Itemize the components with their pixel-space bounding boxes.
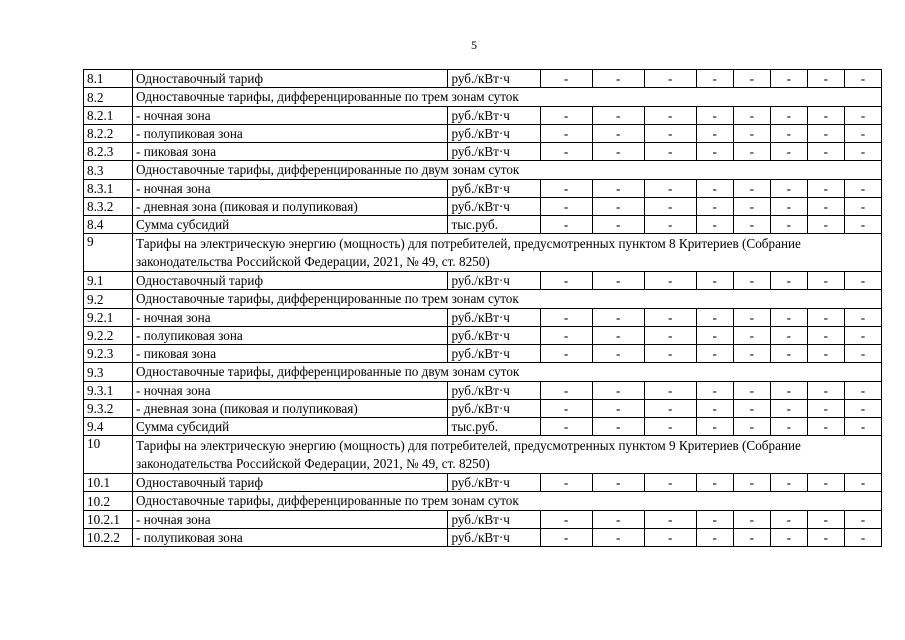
value-cell: - (844, 180, 881, 198)
row-label: Одноставочные тарифы, дифференцированные по трем зонам суток (133, 88, 882, 107)
row-unit: руб./кВт·ч (448, 511, 540, 529)
row-unit: руб./кВт·ч (448, 107, 540, 125)
row-label: - ночная зона (133, 107, 448, 125)
value-cell: - (540, 400, 592, 418)
row-label: Одноставочный тариф (133, 70, 448, 88)
value-cell: - (844, 198, 881, 216)
value-cell: - (733, 125, 770, 143)
row-label: - дневная зона (пиковая и полупиковая) (133, 400, 448, 418)
row-label: Одноставочные тарифы, дифференцированные по трем зонам суток (133, 290, 882, 309)
table-row (84, 492, 882, 511)
value-cell: - (844, 216, 881, 234)
value-cell: - (807, 180, 844, 198)
table-row (84, 382, 882, 400)
value-cell: - (770, 107, 807, 125)
value-cell: - (644, 143, 696, 161)
value-cell: - (844, 272, 881, 290)
value-cell: - (807, 272, 844, 290)
value-cell: - (770, 70, 807, 88)
value-cell: - (770, 180, 807, 198)
value-cell: - (807, 125, 844, 143)
table-row (84, 161, 882, 180)
value-cell: - (807, 382, 844, 400)
row-label: - ночная зона (133, 180, 448, 198)
value-cell: - (696, 272, 733, 290)
table-row (84, 309, 882, 327)
table-row (84, 216, 882, 234)
value-cell: - (592, 70, 644, 88)
value-cell: - (770, 125, 807, 143)
row-unit: руб./кВт·ч (448, 70, 540, 88)
table-row (84, 529, 882, 547)
value-cell: - (844, 529, 881, 547)
table-row (84, 107, 882, 125)
value-cell: - (592, 125, 644, 143)
value-cell: - (592, 198, 644, 216)
value-cell: - (807, 198, 844, 216)
value-cell: - (644, 529, 696, 547)
value-cell: - (844, 107, 881, 125)
row-label: Тарифы на электрическую энергию (мощность) для потребителей, предусмотренных пунктом 8 Критериев (Собрание законодательства Российской Федерации, 2021, № 49, ст. 8250) (133, 234, 882, 272)
row-label: - полупиковая зона (133, 327, 448, 345)
table-row (84, 272, 882, 290)
table-row (84, 400, 882, 418)
value-cell: - (770, 143, 807, 161)
value-cell: - (844, 327, 881, 345)
value-cell: - (844, 125, 881, 143)
value-cell: - (807, 400, 844, 418)
page-number: 5 (471, 38, 477, 52)
value-cell: - (733, 474, 770, 492)
table-row (84, 180, 882, 198)
value-cell: - (644, 125, 696, 143)
value-cell: - (540, 272, 592, 290)
row-number: 8.3.1 (84, 180, 133, 198)
row-unit: руб./кВт·ч (448, 529, 540, 547)
row-number: 8.1 (84, 70, 133, 88)
value-cell: - (696, 382, 733, 400)
value-cell: - (540, 511, 592, 529)
value-cell: - (644, 418, 696, 436)
value-cell: - (540, 180, 592, 198)
value-cell: - (844, 511, 881, 529)
row-unit: тыс.руб. (448, 216, 540, 234)
row-label: - полупиковая зона (133, 529, 448, 547)
value-cell: - (770, 198, 807, 216)
value-cell: - (644, 327, 696, 345)
row-number: 9.2.1 (84, 309, 133, 327)
row-number: 8.4 (84, 216, 133, 234)
value-cell: - (644, 198, 696, 216)
value-cell: - (770, 382, 807, 400)
row-unit: руб./кВт·ч (448, 198, 540, 216)
row-unit: руб./кВт·ч (448, 327, 540, 345)
value-cell: - (770, 327, 807, 345)
row-label: - дневная зона (пиковая и полупиковая) (133, 198, 448, 216)
value-cell: - (733, 70, 770, 88)
value-cell: - (807, 70, 844, 88)
value-cell: - (770, 511, 807, 529)
value-cell: - (807, 309, 844, 327)
value-cell: - (644, 107, 696, 125)
row-label: Одноставочные тарифы, дифференцированные по двум зонам суток (133, 161, 882, 180)
value-cell: - (733, 345, 770, 363)
value-cell: - (733, 511, 770, 529)
value-cell: - (696, 511, 733, 529)
value-cell: - (696, 216, 733, 234)
row-number: 8.2 (84, 88, 133, 107)
row-label: - ночная зона (133, 382, 448, 400)
table-row (84, 474, 882, 492)
row-number: 10 (84, 436, 133, 474)
table-row (84, 327, 882, 345)
value-cell: - (807, 345, 844, 363)
row-number: 9.2 (84, 290, 133, 309)
value-cell: - (540, 198, 592, 216)
value-cell: - (733, 382, 770, 400)
value-cell: - (807, 143, 844, 161)
value-cell: - (770, 345, 807, 363)
value-cell: - (592, 529, 644, 547)
value-cell: - (733, 180, 770, 198)
row-label: - полупиковая зона (133, 125, 448, 143)
value-cell: - (807, 474, 844, 492)
value-cell: - (807, 327, 844, 345)
value-cell: - (844, 474, 881, 492)
row-unit: руб./кВт·ч (448, 180, 540, 198)
value-cell: - (733, 107, 770, 125)
value-cell: - (733, 216, 770, 234)
value-cell: - (644, 272, 696, 290)
value-cell: - (696, 529, 733, 547)
value-cell: - (644, 180, 696, 198)
row-number: 9.3.2 (84, 400, 133, 418)
row-label: Сумма субсидий (133, 216, 448, 234)
value-cell: - (770, 272, 807, 290)
value-cell: - (696, 309, 733, 327)
row-unit: руб./кВт·ч (448, 382, 540, 400)
value-cell: - (733, 272, 770, 290)
value-cell: - (592, 272, 644, 290)
value-cell: - (696, 107, 733, 125)
row-number: 10.2 (84, 492, 133, 511)
row-number: 8.2.3 (84, 143, 133, 161)
value-cell: - (540, 418, 592, 436)
value-cell: - (644, 216, 696, 234)
table-row (84, 436, 882, 474)
value-cell: - (807, 511, 844, 529)
value-cell: - (540, 382, 592, 400)
value-cell: - (540, 309, 592, 327)
value-cell: - (540, 345, 592, 363)
value-cell: - (696, 198, 733, 216)
value-cell: - (540, 327, 592, 345)
value-cell: - (644, 511, 696, 529)
value-cell: - (592, 309, 644, 327)
value-cell: - (844, 400, 881, 418)
row-number: 9.2.3 (84, 345, 133, 363)
value-cell: - (844, 345, 881, 363)
row-unit: руб./кВт·ч (448, 309, 540, 327)
value-cell: - (770, 474, 807, 492)
value-cell: - (644, 309, 696, 327)
row-number: 8.2.2 (84, 125, 133, 143)
row-number: 9.1 (84, 272, 133, 290)
row-number: 10.2.2 (84, 529, 133, 547)
value-cell: - (733, 198, 770, 216)
value-cell: - (770, 400, 807, 418)
row-label: Одноставочные тарифы, дифференцированные по трем зонам суток (133, 492, 882, 511)
value-cell: - (807, 418, 844, 436)
value-cell: - (592, 382, 644, 400)
row-label: - пиковая зона (133, 345, 448, 363)
row-number: 9.2.2 (84, 327, 133, 345)
row-label: Тарифы на электрическую энергию (мощность) для потребителей, предусмотренных пунктом 9 Критериев (Собрание законодательства Российской Федерации, 2021, № 49, ст. 8250) (133, 436, 882, 474)
table-row (84, 345, 882, 363)
tariff-table (83, 69, 882, 547)
table-row (84, 125, 882, 143)
value-cell: - (592, 345, 644, 363)
value-cell: - (540, 125, 592, 143)
row-number: 10.1 (84, 474, 133, 492)
row-unit: руб./кВт·ч (448, 345, 540, 363)
value-cell: - (696, 400, 733, 418)
table-row (84, 363, 882, 382)
value-cell: - (540, 529, 592, 547)
value-cell: - (592, 327, 644, 345)
row-unit: руб./кВт·ч (448, 143, 540, 161)
value-cell: - (696, 327, 733, 345)
value-cell: - (770, 216, 807, 234)
value-cell: - (644, 474, 696, 492)
value-cell: - (592, 400, 644, 418)
value-cell: - (733, 529, 770, 547)
row-number: 9.3.1 (84, 382, 133, 400)
value-cell: - (844, 418, 881, 436)
row-label: Одноставочный тариф (133, 272, 448, 290)
value-cell: - (592, 418, 644, 436)
value-cell: - (696, 418, 733, 436)
value-cell: - (540, 107, 592, 125)
value-cell: - (592, 180, 644, 198)
table-row (84, 234, 882, 272)
row-number: 9 (84, 234, 133, 272)
table-row (84, 511, 882, 529)
value-cell: - (540, 143, 592, 161)
value-cell: - (592, 216, 644, 234)
row-unit: руб./кВт·ч (448, 474, 540, 492)
table-row (84, 418, 882, 436)
row-unit: руб./кВт·ч (448, 125, 540, 143)
row-unit: тыс.руб. (448, 418, 540, 436)
value-cell: - (540, 70, 592, 88)
row-number: 9.3 (84, 363, 133, 382)
value-cell: - (733, 143, 770, 161)
row-label: - ночная зона (133, 511, 448, 529)
value-cell: - (696, 345, 733, 363)
tariff-table-body (84, 70, 882, 547)
row-unit: руб./кВт·ч (448, 272, 540, 290)
row-number: 10.2.1 (84, 511, 133, 529)
row-label: Сумма субсидий (133, 418, 448, 436)
value-cell: - (696, 180, 733, 198)
value-cell: - (696, 70, 733, 88)
row-number: 9.4 (84, 418, 133, 436)
value-cell: - (844, 70, 881, 88)
value-cell: - (770, 309, 807, 327)
value-cell: - (592, 511, 644, 529)
value-cell: - (696, 125, 733, 143)
value-cell: - (592, 474, 644, 492)
value-cell: - (540, 474, 592, 492)
value-cell: - (733, 327, 770, 345)
value-cell: - (844, 382, 881, 400)
table-row (84, 143, 882, 161)
value-cell: - (592, 143, 644, 161)
value-cell: - (770, 529, 807, 547)
value-cell: - (644, 345, 696, 363)
value-cell: - (644, 70, 696, 88)
value-cell: - (644, 400, 696, 418)
value-cell: - (844, 143, 881, 161)
value-cell: - (644, 382, 696, 400)
row-unit: руб./кВт·ч (448, 400, 540, 418)
value-cell: - (696, 474, 733, 492)
value-cell: - (807, 216, 844, 234)
value-cell: - (807, 107, 844, 125)
table-row (84, 198, 882, 216)
value-cell: - (733, 400, 770, 418)
value-cell: - (807, 529, 844, 547)
row-number: 8.3 (84, 161, 133, 180)
row-label: Одноставочные тарифы, дифференцированные по двум зонам суток (133, 363, 882, 382)
value-cell: - (592, 107, 644, 125)
value-cell: - (733, 309, 770, 327)
value-cell: - (733, 418, 770, 436)
row-label: - ночная зона (133, 309, 448, 327)
table-row (84, 70, 882, 88)
table-row (84, 88, 882, 107)
row-label: - пиковая зона (133, 143, 448, 161)
value-cell: - (540, 216, 592, 234)
row-number: 8.3.2 (84, 198, 133, 216)
value-cell: - (844, 309, 881, 327)
row-label: Одноставочный тариф (133, 474, 448, 492)
row-number: 8.2.1 (84, 107, 133, 125)
value-cell: - (770, 418, 807, 436)
table-row (84, 290, 882, 309)
value-cell: - (696, 143, 733, 161)
